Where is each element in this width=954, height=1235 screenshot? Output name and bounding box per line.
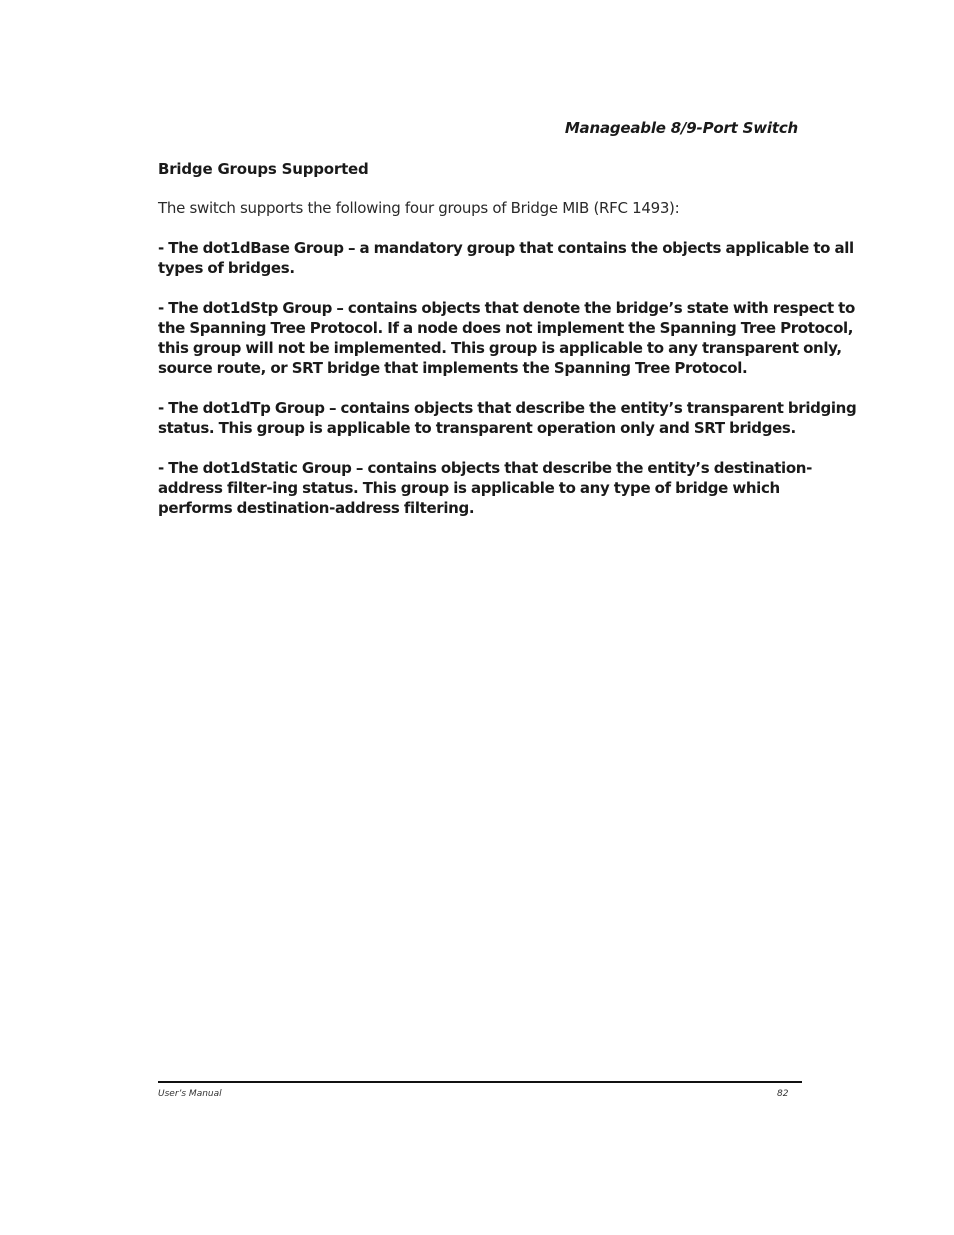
group-item-dot1dstatic: - The dot1dStatic Group – contains objects that describe the entity’s destination-address filter-ing status. This group is applicable to any type of bridge which performs destination-address filtering.	[158, 459, 812, 517]
footer-manual-label: User’s Manual	[158, 1089, 222, 1099]
group-item-dot1dstp: - The dot1dStp Group – contains objects that denote the bridge’s state with respect to the Spanning Tree Protocol. If a node does not implement the Spanning Tree Protocol, this group will not be implemented. This group is applicable to any transparent only, source route, or SRT bridge that implements the Spanning Tree Protocol.	[158, 299, 855, 377]
section-heading: Bridge Groups Supported	[158, 160, 369, 178]
group-item-dot1dbase: - The dot1dBase Group – a mandatory group that contains the objects applicable to all types of bridges.	[158, 239, 854, 277]
intro-paragraph: The switch supports the following four groups of Bridge MIB (RFC 1493):	[158, 199, 680, 217]
footer-divider	[158, 1081, 802, 1083]
running-header-title: Manageable 8/9-Port Switch	[564, 119, 798, 137]
group-item-dot1dtp: - The dot1dTp Group – contains objects that describe the entity’s transparent bridging status. This group is applicable to transparent operation only and SRT bridges.	[158, 399, 857, 437]
page-content	[158, 159, 858, 518]
footer-page-number: 82	[777, 1089, 789, 1099]
